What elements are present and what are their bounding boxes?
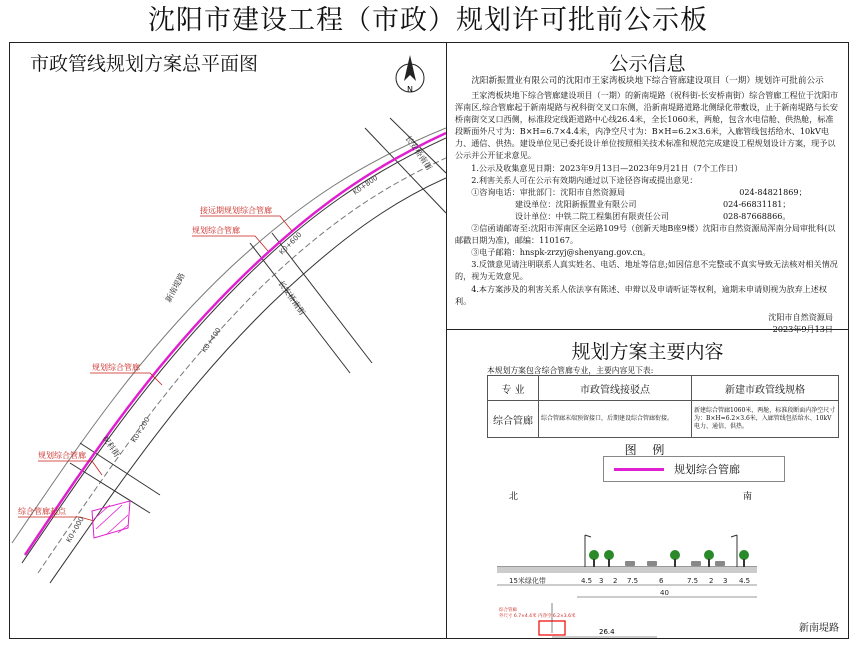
width-3: 2 <box>613 577 618 585</box>
notice-body <box>455 89 841 335</box>
road-edge-2 <box>50 178 446 583</box>
notice-item-1: 1.公示及收集意见日期：2023年9月13日—2023年9月21日（7个工作日） <box>471 162 743 173</box>
map-title: 市政管线规划方案总平面图 <box>30 53 259 75</box>
builder-row <box>455 198 841 210</box>
phone-3: 028-87668866。 <box>723 210 791 221</box>
road-label-left: 祝科街 <box>100 433 122 459</box>
legend-box <box>603 456 785 482</box>
sign-org: 沈阳市自然资源局 <box>768 311 833 322</box>
legend-title: 图 例 <box>624 443 671 457</box>
chainage-5: K0+000 <box>64 515 86 544</box>
width-total: 40 <box>660 589 669 597</box>
legend-line-icon <box>614 468 664 471</box>
width-4: 7.5 <box>627 577 639 585</box>
row-type: 综合管廊 <box>488 401 539 438</box>
width-1: 4.5 <box>581 577 593 585</box>
phone-2: 024-66831181； <box>723 198 791 209</box>
notice-title: 公示信息 <box>609 53 686 75</box>
section-south: 南 <box>743 492 753 502</box>
section-north: 北 <box>509 492 519 502</box>
svg-text:N: N <box>407 85 413 94</box>
notice-email: ③电子邮箱：hnspk-zrzyj@shenyang.gov.cn。 <box>471 247 651 258</box>
plan-table <box>487 375 839 438</box>
plan-table-header <box>488 376 839 401</box>
section-divider <box>447 329 848 330</box>
notice-subtitle: 沈阳新振置业有限公司的沈阳市王家湾板块地下综合管廊建设项目（一期）规划许可批前公示 <box>471 76 824 86</box>
designer-row <box>455 210 841 222</box>
row-spec: 新建综合管廊1060米，两舱，标准段断面内净空尺寸为：B×H=6.2×3.6米，入廊管线包括给水、10kV电力、通信、供热。 <box>692 401 839 438</box>
greenbelt-label: 15米绿化带 <box>509 577 546 585</box>
plan-title: 规划方案主要内容 <box>571 341 724 363</box>
section-road-name: 新南堤路 <box>799 623 839 634</box>
sign-date: 2023年9月13日 <box>772 323 833 334</box>
chainage-4: K0+200 <box>129 415 152 445</box>
legend-label: 规划综合管廊 <box>674 463 740 476</box>
plan-intro: 本规划方案包含综合管廊专业，主要内容见下表: <box>487 366 654 375</box>
board-title: 沈阳市建设工程（市政）规划许可批前公示板 <box>148 5 708 36</box>
label-planned-3: 规划综合管廊 <box>38 451 86 460</box>
notice-item-4: 4.本方案涉及的利害关系人依法享有陈述、申辩以及申请听证等权利，逾期未申请则视为放弃上述权利。 <box>455 283 827 306</box>
offset-label: 26.4 <box>599 628 615 636</box>
pipe-label-1: 综合管廊 <box>499 608 517 613</box>
cross-section-drawing <box>447 485 848 638</box>
road-edge-1 <box>22 138 446 563</box>
header-spec: 新建市政管线规格 <box>692 376 839 401</box>
road-label-mid: 长安桥南街 <box>276 278 307 317</box>
pipe-label-2: 外尺寸 6.7×4.4米 内净空 6.2×3.6米 <box>499 614 576 619</box>
notice-intro: 王家湾板块地下综合管廊建设项目（一期）的新南堤路（祝科街-长安桥南街）综合管廊工程位于沈阳市浑南区,综合管廊起于新南堤路与祝科街交叉口东侧，沿新南堤路道路北侧绿化带敷设，止于新南堤路与长安桥南街交叉口西侧，标准段定线距道路中心线26.4米，全长1060米，两舱，包含水电信舱、供热舱，标准段断面外尺寸为：B×H=6.7×4.4米，内净空尺寸为：B×H=6.2×3.6米，入廊管线包括给水、10kV电力、通信、供热。建设单位见已委托设计单位按照相关技术标准和规范完成建设工程规划设计方案，现予以公示并公开征求意见。 <box>455 90 839 161</box>
ground-fill <box>497 567 757 573</box>
width-5: 6 <box>659 577 664 585</box>
width-9: 4.5 <box>739 577 751 585</box>
header-type: 专 业 <box>488 376 539 401</box>
board-frame <box>9 42 849 639</box>
map-drawing <box>10 43 446 638</box>
notice-phone-row <box>455 186 841 198</box>
info-panel <box>447 43 848 638</box>
builder-unit: 建设单位：沈阳新振置业有限公司 <box>515 198 637 209</box>
notice-item-3: 3.反馈意见请注明联系人真实姓名、电话、地址等信息;如因信息不完整或不真实导致无法核对相关情况的，视为无效意见。 <box>455 259 838 282</box>
width-2: 3 <box>599 577 604 585</box>
chainage-1: K0+800 <box>351 173 380 197</box>
chainage-3: K0+400 <box>200 326 223 355</box>
notice-letter: ②信函请邮寄至:沈阳市浑南区全运路109号（创新天地B座9楼）沈阳市自然资源局浑南分局审批科(以邮戳日期为准)，邮编：110167。 <box>455 223 836 246</box>
north-arrow-icon <box>396 55 424 94</box>
designer-unit: 设计单位：中铁二院工程集团有限责任公司 <box>515 210 669 221</box>
label-start-point: 综合管廊起点 <box>18 507 66 516</box>
start-point-area <box>92 501 130 538</box>
label-existing-pipe: 接远期规划综合管廊 <box>200 206 272 215</box>
road-label-main: 新南堤路 <box>163 271 187 304</box>
planned-utility-tunnel <box>25 133 446 555</box>
road-label-right: 长安桥南街 <box>403 133 434 172</box>
label-planned-2: 规划综合管廊 <box>92 363 140 372</box>
table-row <box>488 401 839 438</box>
header-connect: 市政管线接驳点 <box>539 376 692 401</box>
row-connect: 综合管廊末端预留接口，后期建设综合管廊衔接。 <box>539 401 692 438</box>
chainage-2: K0+600 <box>277 230 304 257</box>
phone-1: 024-84821869； <box>739 186 807 197</box>
width-6: 7.5 <box>687 577 699 585</box>
notice-item-2: 2.利害关系人可在公示有效期内通过以下途径咨询或提出意见： <box>471 174 698 185</box>
phone-head: ①咨询电话：审批部门：沈阳市自然资源局 <box>471 186 625 197</box>
label-planned-1: 规划综合管廊 <box>192 226 240 235</box>
width-7: 2 <box>709 577 714 585</box>
greenbelt-edge <box>12 128 446 543</box>
map-panel <box>10 43 447 638</box>
width-8: 3 <box>723 577 728 585</box>
